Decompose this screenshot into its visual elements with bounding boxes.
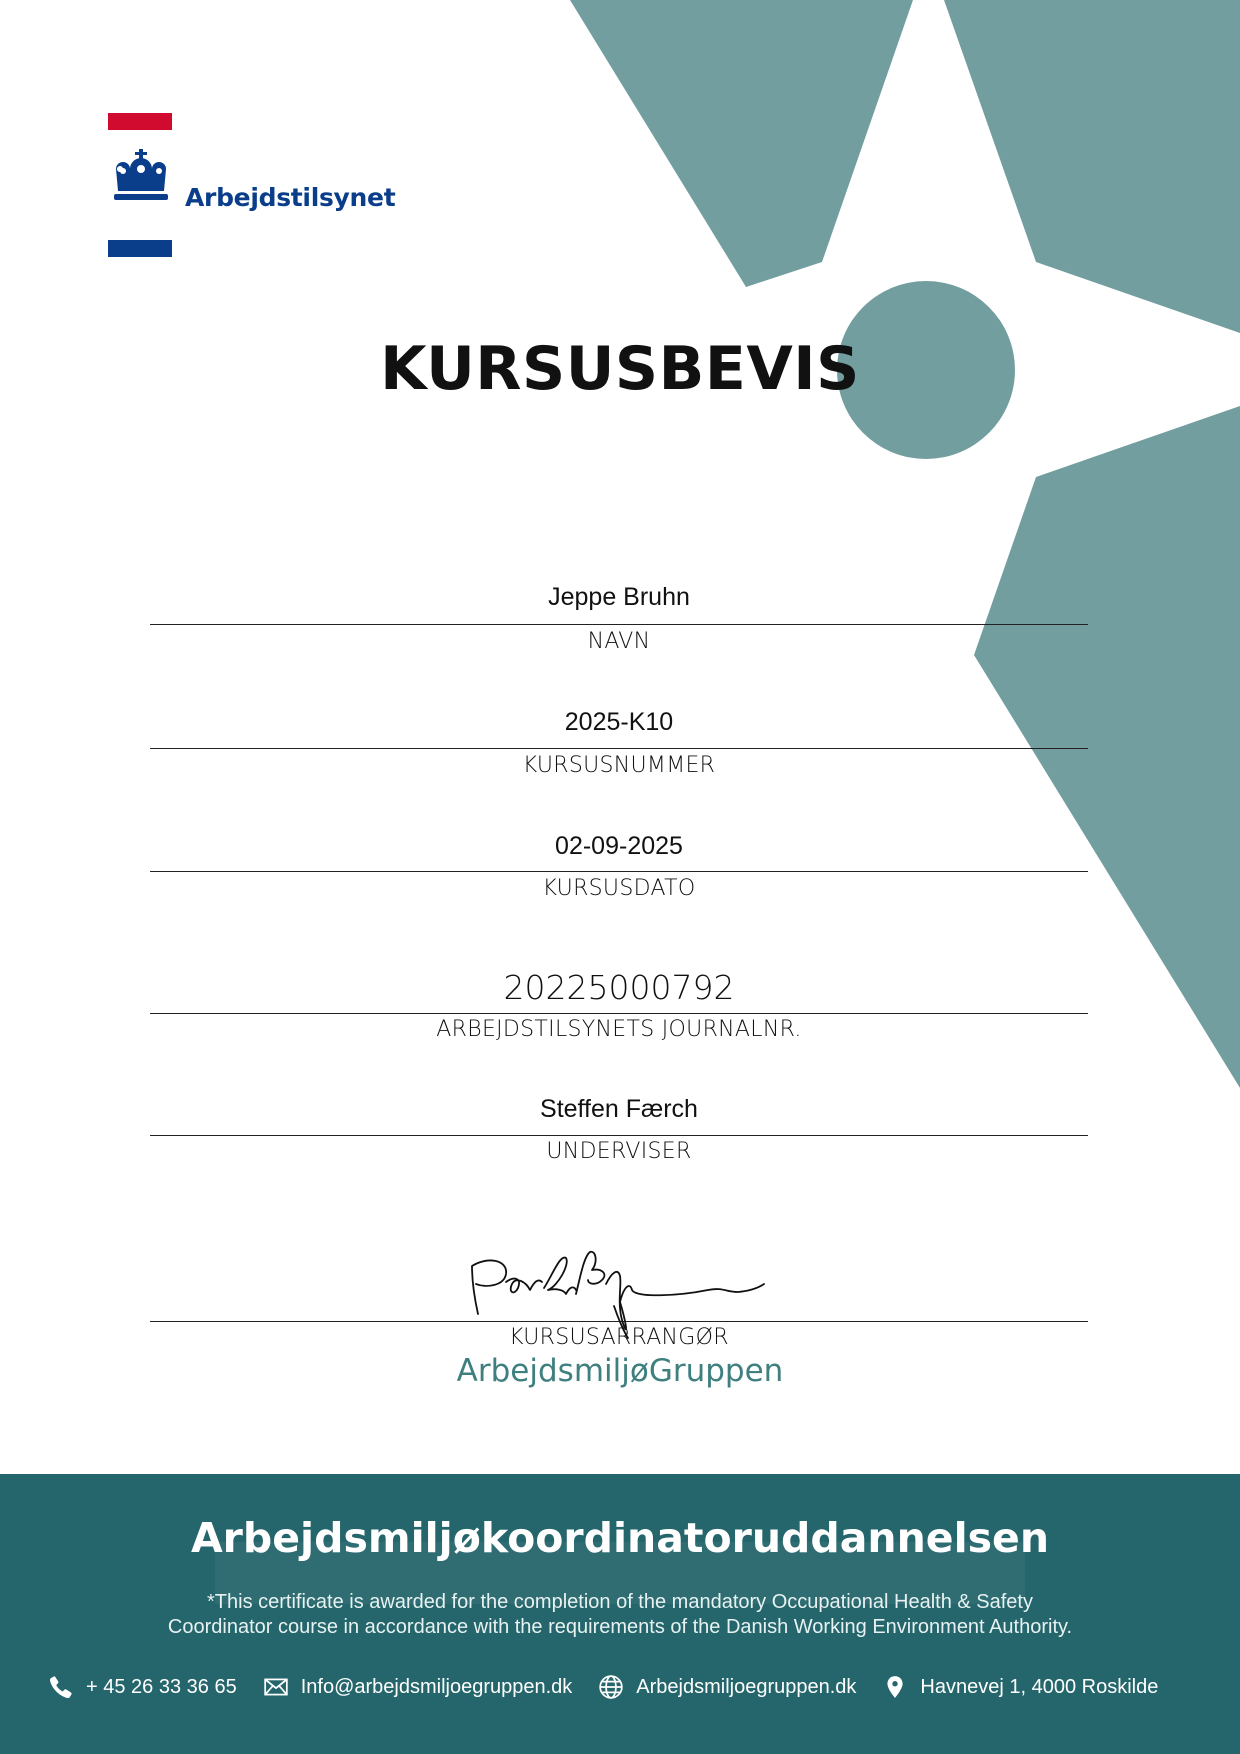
star-ray-top-left bbox=[570, 0, 913, 287]
contact-address-text: Havnevej 1, 4000 Roskilde bbox=[920, 1675, 1159, 1698]
field-underline bbox=[150, 871, 1088, 872]
star-ray-top-right bbox=[944, 0, 1240, 333]
field-label: ARBEJDSTILSYNETS JOURNALNR. bbox=[436, 1017, 802, 1042]
field-label: KURSUSDATO bbox=[542, 876, 696, 901]
field-journal-number bbox=[150, 964, 1088, 1044]
field-label: KURSUSARRANGØR bbox=[509, 1325, 729, 1350]
footer bbox=[0, 1474, 1240, 1754]
contact-email-text: Info@arbejdsmiljoegruppen.dk bbox=[300, 1675, 573, 1698]
contact-website-text: Arbejdsmiljoegruppen.dk bbox=[636, 1675, 857, 1698]
field-label: UNDERVISER bbox=[546, 1139, 692, 1164]
field-underline bbox=[150, 1013, 1088, 1014]
disclaimer-line: Coordinator course in accordance with the requirements of the Danish Working Environment Authority. bbox=[167, 1616, 1073, 1638]
field-value: 20225000792 bbox=[503, 968, 735, 1007]
field-instructor bbox=[150, 1094, 1088, 1164]
organizer-signature bbox=[448, 1246, 798, 1346]
contact-email[interactable] bbox=[263, 1674, 573, 1700]
contact-phone-text: + 45 26 33 36 65 bbox=[86, 1675, 237, 1698]
crown-icon bbox=[108, 149, 174, 207]
organizer-name: ArbejdsmiljøGruppen bbox=[456, 1353, 784, 1389]
field-value: 02-09-2025 bbox=[555, 832, 683, 860]
arbejdstilsynet-logo bbox=[108, 113, 396, 258]
field-label: KURSUSNUMMER bbox=[522, 753, 716, 778]
globe-icon bbox=[598, 1674, 624, 1700]
field-course-number bbox=[150, 706, 1088, 776]
field-label: NAVN bbox=[587, 629, 651, 654]
contact-bar bbox=[48, 1670, 1208, 1704]
contact-phone[interactable] bbox=[48, 1674, 237, 1700]
field-underline bbox=[150, 748, 1088, 749]
course-title: Arbejdsmiljøkoordinatoruddannelsen bbox=[190, 1514, 1050, 1562]
field-value: Jeppe Bruhn bbox=[548, 583, 690, 611]
location-pin-icon bbox=[882, 1674, 908, 1700]
field-course-date bbox=[150, 830, 1088, 900]
field-value: Steffen Færch bbox=[540, 1095, 698, 1123]
field-name bbox=[150, 582, 1088, 652]
contact-website[interactable] bbox=[598, 1674, 856, 1700]
logo-blue-stripe bbox=[108, 240, 172, 257]
logo-red-stripe bbox=[108, 113, 172, 130]
contact-address[interactable] bbox=[882, 1674, 1158, 1700]
field-value: 2025-K10 bbox=[564, 708, 674, 736]
phone-icon bbox=[48, 1674, 74, 1700]
logo-wordmark: Arbejdstilsynet bbox=[185, 183, 396, 212]
field-underline bbox=[150, 1135, 1088, 1136]
certificate-title: KURSUSBEVIS bbox=[380, 334, 860, 404]
certificate-disclaimer bbox=[0, 1590, 1240, 1640]
mail-icon bbox=[263, 1674, 289, 1700]
disclaimer-line: *This certificate is awarded for the completion of the mandatory Occupational Health & Safety bbox=[207, 1591, 1033, 1613]
field-underline bbox=[150, 624, 1088, 625]
